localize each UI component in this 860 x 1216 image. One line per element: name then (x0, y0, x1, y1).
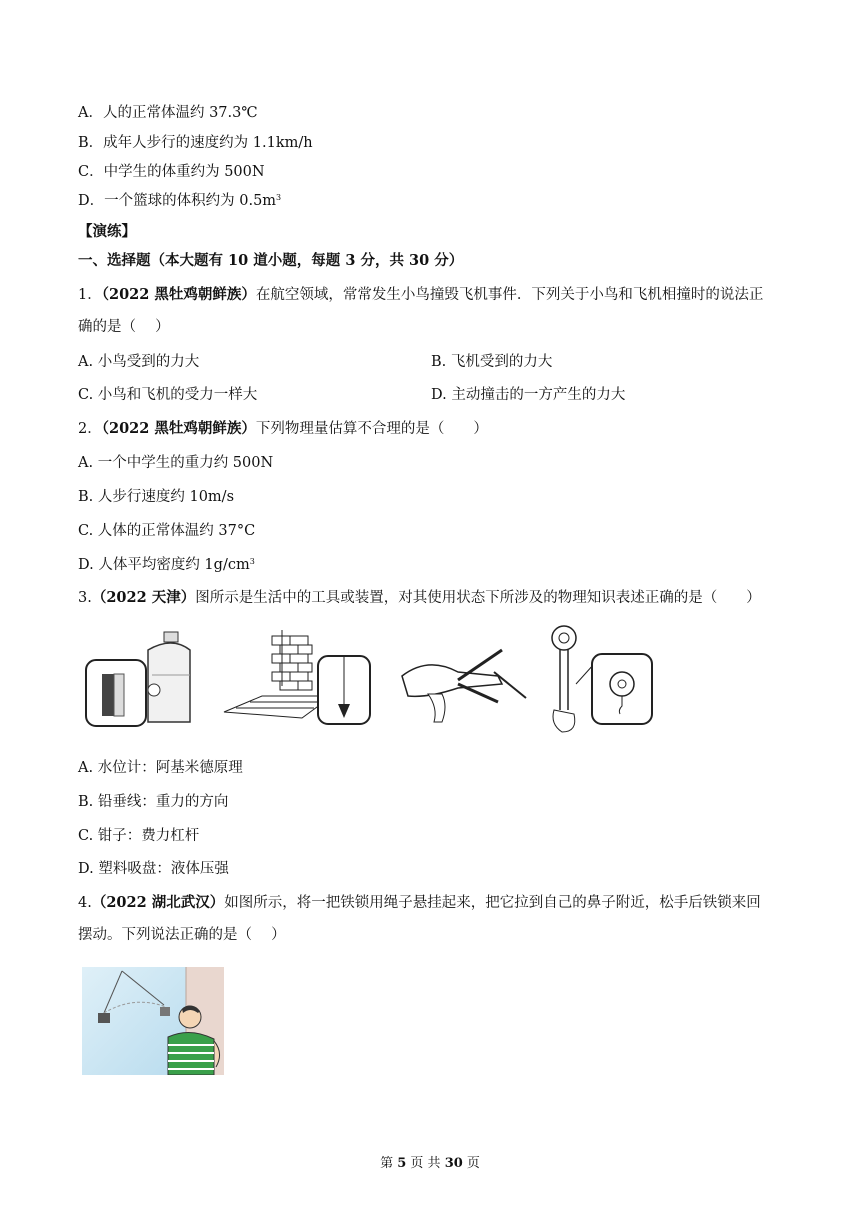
q1-option-c: C. 小鸟和飞机的受力一样大 (78, 387, 258, 403)
suction-cup-figure (548, 624, 656, 736)
q3-option-b: B. 铅垂线：重力的方向 (78, 794, 229, 810)
option-a: A．人的正常体温约 37.3℃ (78, 105, 258, 121)
question-1-stem-cont: 确的是（ ） (78, 319, 170, 335)
section-heading: 一、选择题（本大题有 10 道小题，每题 3 分，共 30 分） (78, 252, 464, 269)
page-total: 30 (444, 1156, 463, 1171)
question-source: （2022 黑牡鸡朝鲜族） (101, 420, 256, 437)
q1-option-d: D. 主动撞击的一方产生的力大 (431, 387, 626, 403)
pliers-figure (398, 636, 528, 726)
q2-option-a: A. 一个中学生的重力约 500N (78, 455, 274, 471)
option-d: D．一个篮球的体积约为 $0.5m^3$ (78, 193, 282, 209)
question-4-stem: 4.（2022 湖北武汉）如图所示，将一把铁锁用绳子悬挂起来，把它拉到自己的鼻子附近，松手后铁锁来回 (78, 894, 761, 911)
page-number: 5 (397, 1156, 407, 1171)
question-2-stem: 2．（2022 黑牡鸡朝鲜族）下列物理量估算不合理的是（ ） (78, 420, 488, 437)
question-source: （2022 湖北武汉） (91, 894, 225, 911)
q3-option-d: D. 塑料吸盘：液体压强 (78, 861, 229, 877)
q1-option-a: A. 小鸟受到的力大 (78, 354, 200, 370)
question-source: （2022 天津） (91, 589, 196, 606)
page-footer: 第 5 页 共 30 页 (380, 1156, 480, 1171)
pendulum-lock-figure (82, 967, 224, 1075)
question-3-stem: 3.（2022 天津）图所示是生活中的工具或装置，对其使用状态下所涉及的物理知识表述正确的是（ ） (78, 589, 761, 606)
option-c: C．中学生的体重约为 500N (78, 164, 265, 180)
water-level-gauge-figure (82, 630, 194, 730)
q3-option-c: C. 钳子：费力杠杆 (78, 828, 200, 844)
q2-option-b: B. 人步行速度约 10m/s (78, 489, 235, 505)
q2-option-c: C. 人体的正常体温约 37°C (78, 523, 256, 539)
question-4-stem-cont: 摆动。下列说法正确的是（ ） (78, 927, 286, 943)
q1-option-b: B. 飞机受到的力大 (431, 354, 553, 370)
question-source: （2022 黑牡鸡朝鲜族） (101, 286, 256, 303)
plumb-line-figure (222, 626, 374, 726)
q2-option-d: D. 人体平均密度约 $1g/cm^3$ (78, 557, 255, 573)
section-label: 【演练】 (78, 223, 136, 240)
option-b: B．成年人步行的速度约为 1.1km/h (78, 135, 313, 151)
q3-option-a: A. 水位计：阿基米德原理 (78, 760, 243, 776)
question-1-stem: 1．（2022 黑牡鸡朝鲜族）在航空领域，常常发生小鸟撞毁飞机事件．下列关于小鸟和飞机相撞时的说法正 (78, 286, 764, 303)
